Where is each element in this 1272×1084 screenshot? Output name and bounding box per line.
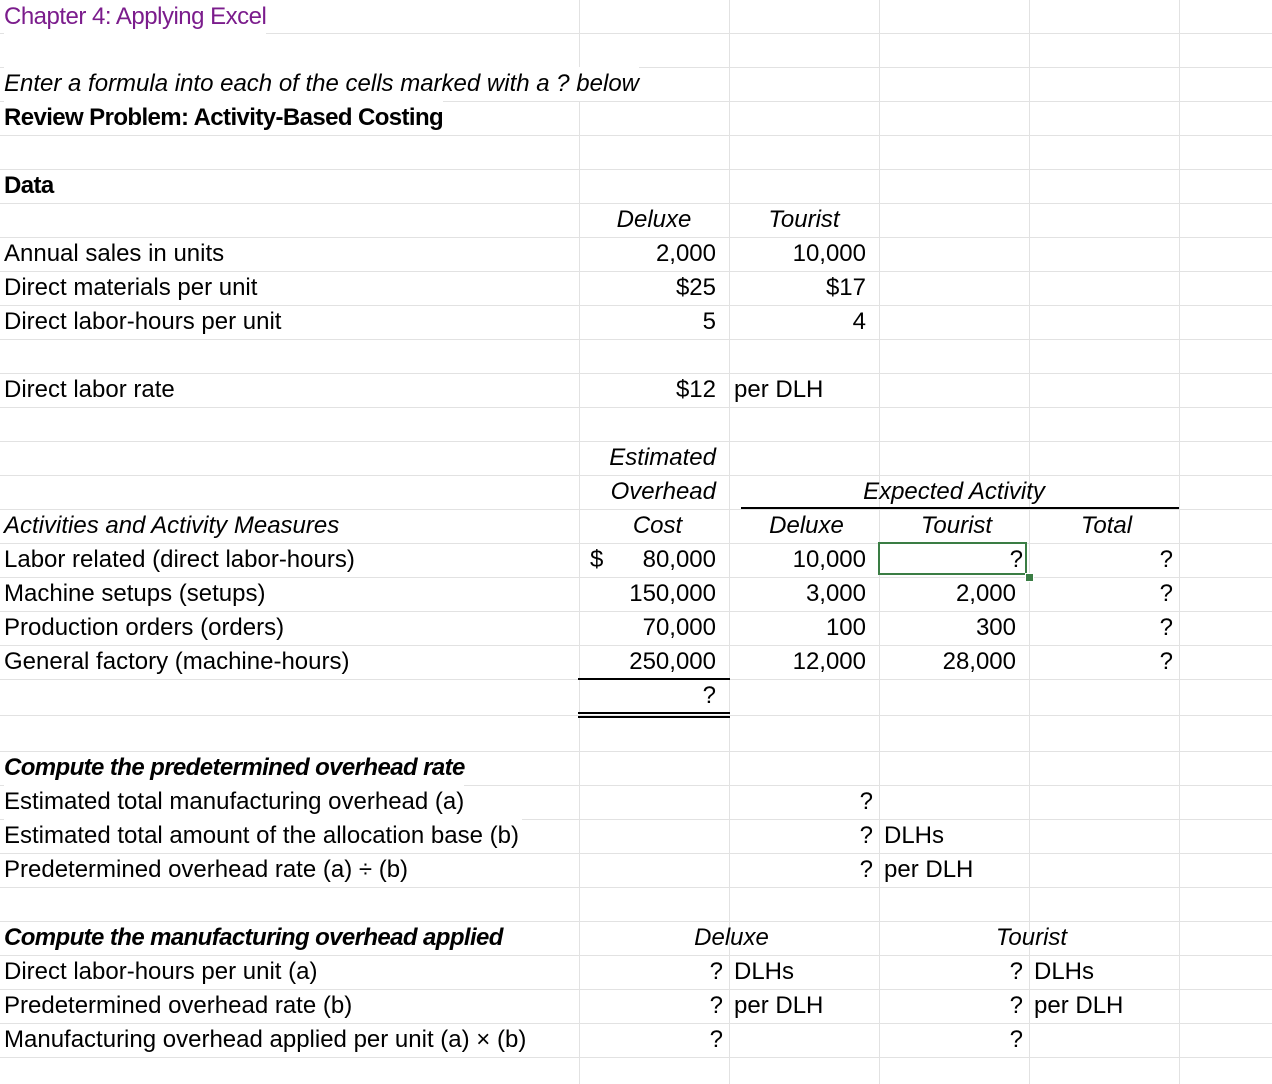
- applied-tourist[interactable]: ?: [1009, 958, 1023, 985]
- activity-total[interactable]: ?: [1159, 648, 1173, 675]
- activity-deluxe[interactable]: 10,000: [792, 546, 866, 573]
- applied-tourist-unit: DLHs: [1034, 958, 1095, 985]
- activity-deluxe[interactable]: 100: [825, 614, 866, 641]
- cost-header-2: Overhead: [610, 478, 716, 505]
- predetermined-unit: DLHs: [884, 822, 945, 849]
- expected-activity-header: Expected Activity: [863, 478, 1045, 505]
- data-row-label: Direct materials per unit: [4, 274, 258, 301]
- activity-total[interactable]: ?: [1159, 546, 1173, 573]
- predetermined-heading: Compute the predetermined overhead rate: [4, 754, 465, 781]
- col-total: Total: [1080, 512, 1133, 539]
- col-deluxe: Deluxe: [769, 512, 844, 539]
- data-row-label: Direct labor-hours per unit: [4, 308, 282, 335]
- applied-deluxe-unit: DLHs: [734, 958, 795, 985]
- activity-tourist[interactable]: 2,000: [955, 580, 1016, 607]
- instruction-text: Enter a formula into each of the cells marked with a ? below: [4, 67, 639, 101]
- predetermined-value[interactable]: ?: [859, 822, 873, 849]
- activity-cost[interactable]: 250,000: [629, 648, 716, 675]
- applied-deluxe[interactable]: ?: [709, 1026, 723, 1053]
- activity-cost[interactable]: 80,000: [642, 546, 716, 573]
- currency-symbol: $: [590, 546, 604, 573]
- sheet-title: Chapter 4: Applying Excel: [4, 0, 266, 34]
- header-deluxe: Deluxe: [616, 206, 692, 233]
- cost-total[interactable]: ?: [702, 682, 716, 709]
- predetermined-label: Predetermined overhead rate (a) ÷ (b): [4, 856, 409, 883]
- cost-header-1: Estimated: [609, 444, 716, 471]
- row-gridline: [0, 407, 1272, 408]
- data-heading: Data: [4, 172, 54, 199]
- activity-label: General factory (machine-hours): [4, 648, 350, 675]
- predetermined-label: Estimated total amount of the allocation base (b): [4, 819, 522, 853]
- applied-label: Direct labor-hours per unit (a): [4, 958, 318, 985]
- activity-label: Machine setups (setups): [4, 580, 266, 607]
- predetermined-value[interactable]: ?: [859, 856, 873, 883]
- applied-heading: Compute the manufacturing overhead applied: [4, 924, 503, 951]
- applied-deluxe-unit: per DLH: [734, 992, 824, 1019]
- activity-tourist[interactable]: 300: [975, 614, 1016, 641]
- header-tourist: Tourist: [768, 206, 840, 233]
- activity-tourist-selected[interactable]: ?: [1009, 546, 1023, 573]
- activities-label-header: Activities and Activity Measures: [4, 512, 340, 539]
- predetermined-unit: per DLH: [884, 856, 974, 883]
- row-gridline: [0, 887, 1272, 888]
- activity-deluxe[interactable]: 12,000: [792, 648, 866, 675]
- data-cell-tourist[interactable]: 10,000: [792, 240, 866, 267]
- row-gridline: [0, 135, 1272, 136]
- data-cell-deluxe[interactable]: $25: [675, 274, 716, 301]
- predetermined-value[interactable]: ?: [859, 788, 873, 815]
- activity-tourist[interactable]: 28,000: [942, 648, 1016, 675]
- applied-col-deluxe: Deluxe: [694, 924, 769, 951]
- fill-handle[interactable]: [1025, 573, 1034, 582]
- applied-deluxe[interactable]: ?: [709, 992, 723, 1019]
- applied-deluxe[interactable]: ?: [709, 958, 723, 985]
- activity-total[interactable]: ?: [1159, 580, 1173, 607]
- double-underline-top: [578, 712, 730, 714]
- data-cell-tourist[interactable]: $17: [825, 274, 866, 301]
- data-cell-deluxe[interactable]: 2,000: [655, 240, 716, 267]
- activity-cost[interactable]: 150,000: [629, 580, 716, 607]
- problem-title: Review Problem: Activity-Based Costing: [4, 101, 443, 135]
- applied-tourist[interactable]: ?: [1009, 992, 1023, 1019]
- row-gridline: [0, 1057, 1272, 1058]
- double-underline-bottom: [578, 716, 730, 718]
- data-row-label: Annual sales in units: [4, 240, 225, 267]
- labor-rate-value[interactable]: $12: [675, 376, 716, 403]
- row-gridline: [0, 339, 1272, 340]
- predetermined-label: Estimated total manufacturing overhead (a): [4, 785, 464, 819]
- activity-label: Production orders (orders): [4, 614, 285, 641]
- col-tourist: Tourist: [920, 512, 993, 539]
- cost-header-3: Cost: [632, 512, 683, 539]
- data-cell-tourist[interactable]: 4: [852, 308, 866, 335]
- activity-label: Labor related (direct labor-hours): [4, 546, 355, 573]
- activity-total[interactable]: ?: [1159, 614, 1173, 641]
- applied-label: Predetermined overhead rate (b): [4, 992, 353, 1019]
- activity-cost[interactable]: 70,000: [642, 614, 716, 641]
- applied-tourist-unit: per DLH: [1034, 992, 1124, 1019]
- row-gridline: [0, 169, 1272, 170]
- selected-cell-border: [878, 542, 1027, 575]
- applied-label: Manufacturing overhead applied per unit (a) × (b): [4, 1026, 527, 1053]
- activity-deluxe[interactable]: 3,000: [805, 580, 866, 607]
- applied-tourist[interactable]: ?: [1009, 1026, 1023, 1053]
- applied-col-tourist: Tourist: [995, 924, 1068, 951]
- data-cell-deluxe[interactable]: 5: [702, 308, 716, 335]
- labor-rate-unit: per DLH: [734, 376, 824, 403]
- labor-rate-label: Direct labor rate: [4, 376, 175, 403]
